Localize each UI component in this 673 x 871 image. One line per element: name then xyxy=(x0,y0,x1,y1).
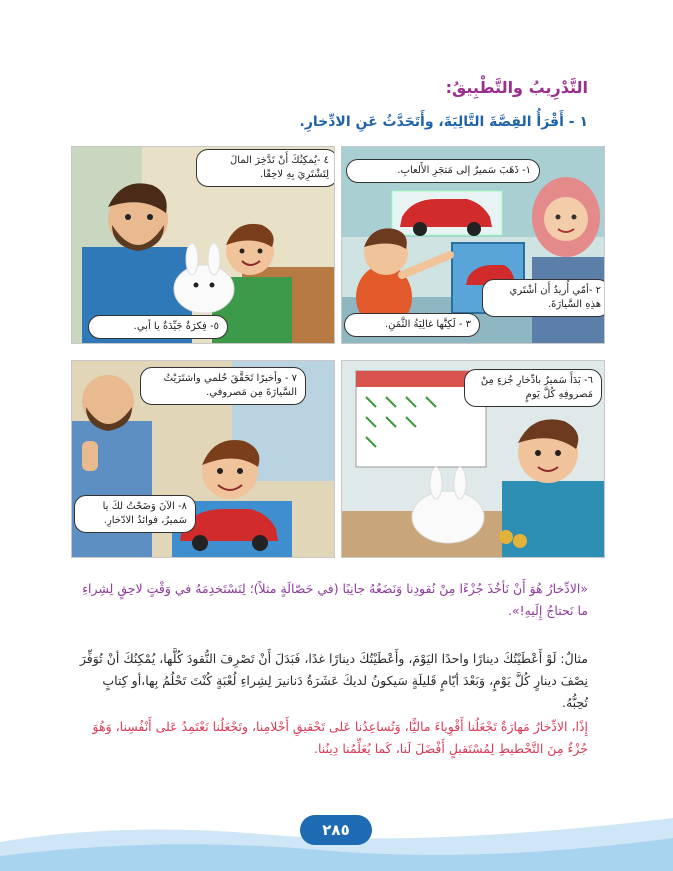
speech-bubble-7: ٧ - وأخيرًا تَحَقَّقَ حُلمي واشتَرَيْتُ السَّيارَةَ مِن مَصروفي. xyxy=(140,367,306,405)
speech-bubble-3: ٣ - لَكِنَّها غالِيَةُ الثَّمَنِ. xyxy=(344,313,480,337)
section-heading: التَّدْرِيبُ والتَّطْبِيقُ: xyxy=(445,78,588,97)
exercise-instruction: ١ - أَقْرَأُ القِصَّةَ التَّالِيَةَ، وأَتَحَدَّثُ عَنِ الادِّخارِ. xyxy=(299,114,588,130)
speech-bubble-8: ٨- الآنَ وَضَحْتُ لكَ يا سَميرُ، فوائدُ الادّخارِ. xyxy=(74,495,196,533)
savings-conclusion: إِذًا، الادِّخارُ مَهارَةٌ تَجْعَلُنا أَقْوِياءَ ماليًّا، وَتُساعِدُنا عَلى تَحْقيقِ أَحْلامِنا، وتَجْعَلُنا نَعْتَمِدُ عَلى أَنْفُسِنا، وَهُوَ جُزْءٌ مِنَ التَّخْطيطِ لِمُسْتَقبلٍ أَفْضَلَ لَنا، كَما يُعَلِّمُنا دِينُنا. xyxy=(92,719,588,756)
speech-bubble-5: ٥- فِكرَةٌ جَيِّدَةٌ يا أبي. xyxy=(88,315,228,339)
speech-bubble-4: ٤ -يُمكِنُكَ أَنْ تَدَّخِرَ المالَ لِتَشْتَرِيَ بِهِ لاحِقًا. xyxy=(196,149,335,187)
savings-example: مثالٌ: لَوْ أَعْطَيْتُكَ دينارًا واحدًا اليَوْمَ، وأَعْطَيْتُكَ دينارًا غدًا، فَبَدَلَ أَنْ تَصْرِفَ النُّقودَ كُلَّها، يُمْكِنُكَ أنْ تُوَفِّرَ نِصْفَ دينارٍ كُلَّ يَوْمٍ، وَبَعْدَ أيّامٍ قَليلَةٍ سَيكونُ لديكَ عَشَرَةُ دَنانيرَ لِشِراءِ لُعْبَةٍ كُنْتَ تَحْلُمُ بِها،أو كِتابٍ تُحِبُّهُ. xyxy=(79,651,588,710)
page-number-badge: ٢٨٥ xyxy=(300,815,372,845)
comic-panel-1 xyxy=(341,146,605,344)
comic-panel-2 xyxy=(71,146,335,344)
speech-bubble-1: ١- ذَهَبَ سَميرٌ إلى مَتجَرِ الأَلعابِ. xyxy=(346,159,540,183)
savings-definition: «الادِّخارُ هُوَ أَنْ نَأخُذَ جُزْءًا مِنْ نُقودِنا وَنَضَعُهُ جانِبًا (في حَصّالَةٍ مثلاً)؛ لِنَسْتَخدِمَهُ في وَقْتٍ لاحِقٍ لِشِراءِ ما نَحتاجُ إِلَيهِ!». xyxy=(82,581,588,618)
speech-bubble-2: ٢ -أمّي أُريدُ أَن أشْتَري هذِهِ السَّيارَةَ. xyxy=(482,279,605,317)
comic-panel-4 xyxy=(71,360,335,558)
speech-bubble-6: ٦- بَدَأَ سَميرٌ بادِّخارِ جُزءٍ مِنْ مَصروفِهِ كُلَّ يَومٍ xyxy=(464,369,602,407)
comic-panel-3 xyxy=(341,360,605,558)
